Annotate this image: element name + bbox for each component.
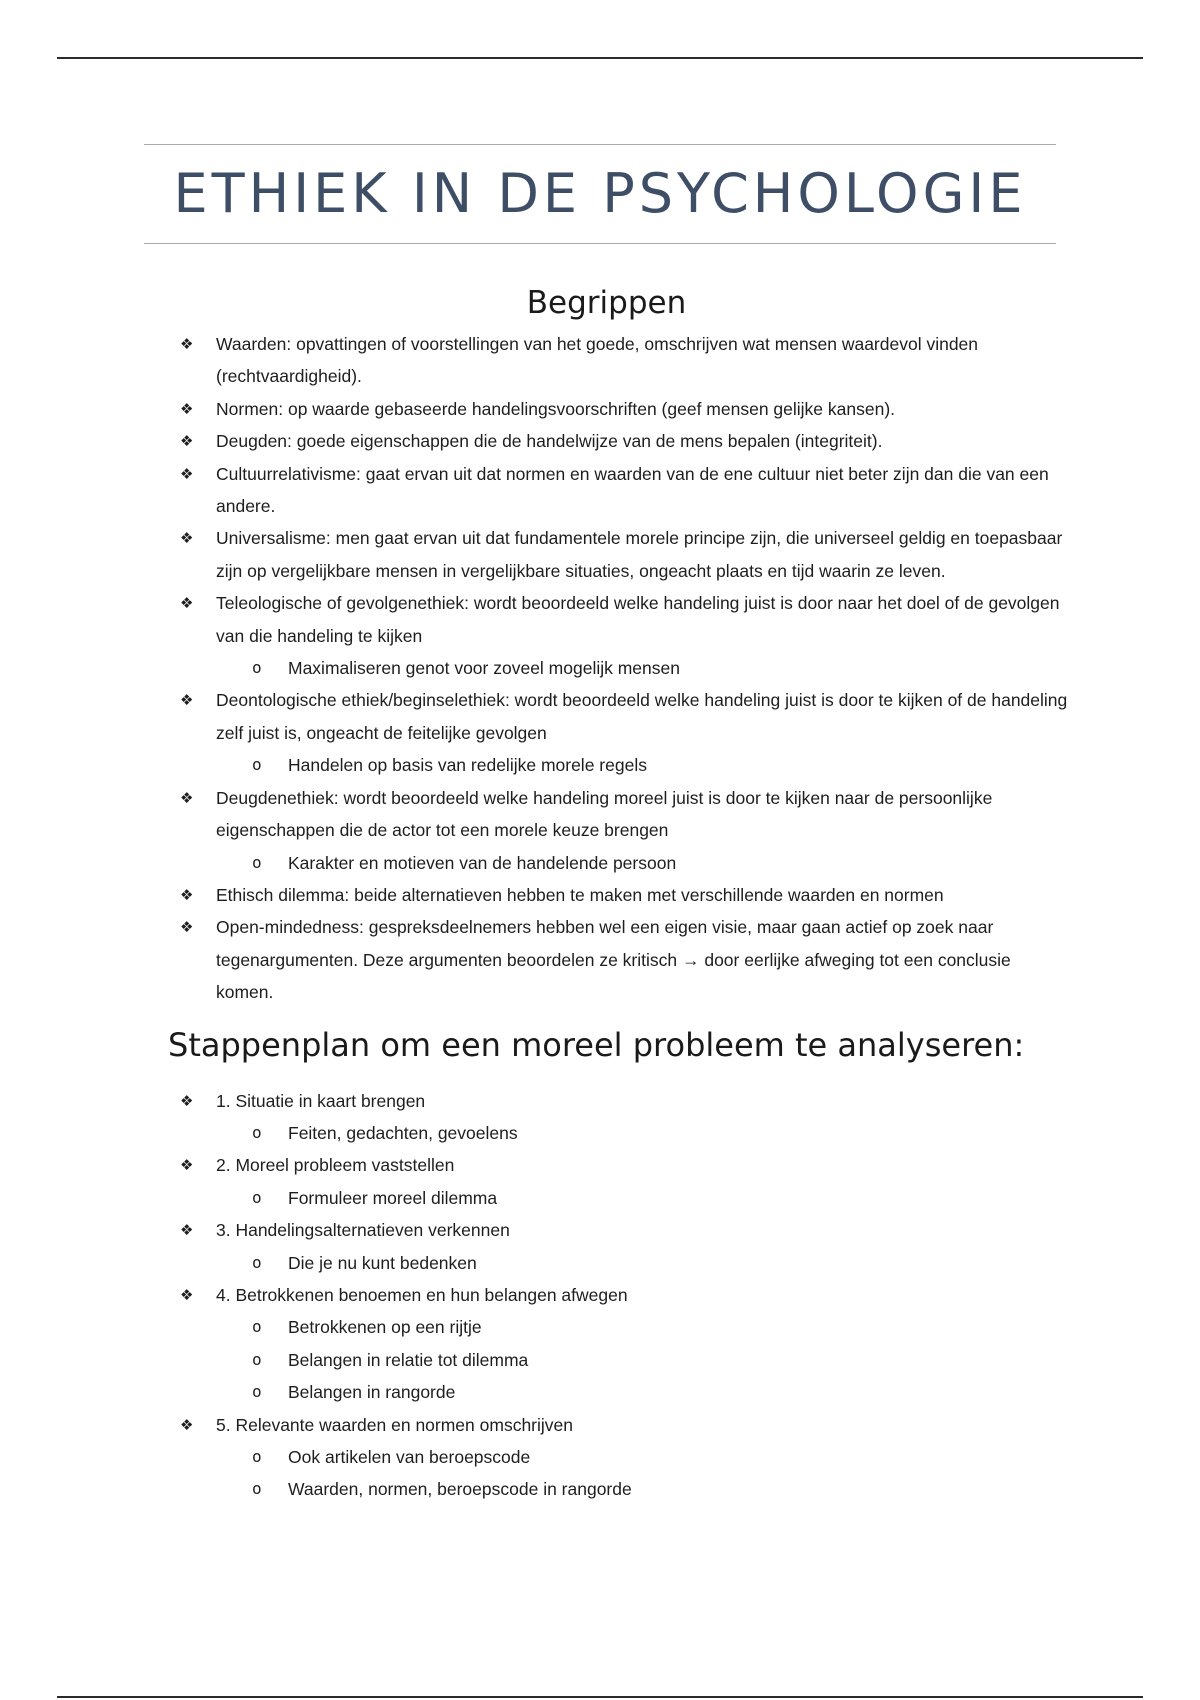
bullet-diamond-icon: ❖	[180, 885, 194, 904]
bullet-circle-icon: o	[252, 1447, 262, 1466]
bullet-diamond-icon: ❖	[180, 918, 194, 937]
sub-list-item-text: Maximaliseren genot voor zoveel mogelijk mensen	[288, 658, 680, 679]
sub-list-wrapper	[144, 1182, 1069, 1214]
list-item-text: Universalisme: men gaat ervan uit dat fundamentele morele principe zijn, die universeel geldig en toepasbaar zijn op vergelijkbare mensen in vergelijkbare situaties, ongeacht plaats en tijd waarin ze leven.	[216, 528, 1063, 581]
bullet-diamond-icon: ❖	[180, 1156, 194, 1175]
sub-list-item-text: Karakter en motieven van de handelende persoon	[288, 852, 677, 873]
sub-list-wrapper	[144, 1311, 1069, 1408]
bullet-circle-icon: o	[252, 1317, 262, 1337]
sub-list-item-text: Formuleer moreel dilemma	[288, 1187, 498, 1208]
list-item	[144, 1214, 1069, 1246]
list-item	[144, 425, 1069, 457]
list-item	[144, 684, 1069, 749]
bullet-circle-icon: o	[252, 1122, 262, 1142]
title-block	[144, 144, 1056, 244]
document-body	[144, 280, 1069, 1506]
sub-list-wrapper	[144, 1247, 1069, 1279]
sub-list-item-text: Belangen in relatie tot dilemma	[288, 1349, 529, 1370]
bullet-circle-icon: o	[252, 1382, 262, 1402]
list-item	[144, 1409, 1069, 1441]
sub-list-item-text: Feiten, gedachten, gevoelens	[288, 1122, 518, 1143]
begrippen-list	[144, 328, 1069, 1009]
sub-list-item	[144, 652, 1069, 684]
bullet-circle-icon: o	[252, 1349, 262, 1369]
bullet-circle-icon: o	[252, 658, 262, 678]
sub-list	[216, 1117, 1069, 1149]
list-item	[144, 782, 1069, 847]
bullet-diamond-icon: ❖	[180, 1221, 194, 1240]
section-heading-begrippen: Begrippen	[526, 285, 687, 321]
list-item	[144, 1085, 1069, 1117]
sub-list-item	[144, 1117, 1069, 1149]
sub-list	[216, 847, 1069, 879]
list-item-text: Cultuurrelativisme: gaat ervan uit dat normen en waarden van de ene cultuur niet beter zijn dan die van een andere.	[216, 463, 1049, 517]
bullet-diamond-icon: ❖	[180, 1091, 194, 1110]
bullet-diamond-icon: ❖	[180, 399, 194, 418]
list-item-text: Ethisch dilemma: beide alternatieven hebben te maken met verschillende waarden en normen	[216, 884, 944, 905]
list-item-text: Teleologische of gevolgenethiek: wordt beoordeeld welke handeling juist is door naar het doel of de gevolgen van die handeling te kijken	[216, 593, 1060, 646]
sub-list	[216, 1311, 1069, 1408]
bullet-diamond-icon: ❖	[180, 691, 194, 710]
sub-list-item-text: Belangen in rangorde	[288, 1382, 456, 1403]
sub-list-item	[144, 1473, 1069, 1505]
stappenplan-list	[144, 1085, 1069, 1506]
sub-list-item-text: Ook artikelen van beroepscode	[288, 1447, 531, 1467]
sub-list-wrapper	[144, 1117, 1069, 1149]
document-title: ETHIEK IN DE PSYCHOLOGIE	[173, 162, 1027, 225]
sub-list-item	[144, 847, 1069, 879]
list-item-text: 2. Moreel probleem vaststellen	[216, 1155, 455, 1176]
sub-list-item	[144, 1376, 1069, 1408]
sub-list-item-text: Waarden, normen, beroepscode in rangorde	[288, 1479, 632, 1500]
bullet-circle-icon: o	[252, 755, 262, 775]
list-item	[144, 1279, 1069, 1311]
section-heading-stappenplan: Stappenplan om een moreel probleem te analyseren:	[168, 1025, 1025, 1064]
bullet-diamond-icon: ❖	[180, 529, 194, 548]
list-item-text: Deontologische ethiek/beginselethiek: wordt beoordeeld welke handeling juist is door te kijken of de handeling zelf juist is, ongeacht de feitelijke gevolgen	[216, 690, 1068, 743]
sub-list-item-text: Betrokkenen op een rijtje	[288, 1317, 482, 1338]
sub-list-item-text: Die je nu kunt bedenken	[288, 1252, 477, 1273]
list-item	[144, 328, 1069, 393]
bullet-diamond-icon: ❖	[180, 464, 194, 483]
sub-list-item-text: Handelen op basis van redelijke morele regels	[288, 755, 647, 776]
sub-list-wrapper	[144, 847, 1069, 879]
bullet-circle-icon: o	[252, 1479, 262, 1499]
sub-list	[216, 1182, 1069, 1214]
list-item	[144, 522, 1069, 587]
sub-list-item	[144, 1182, 1069, 1214]
sub-list	[216, 1247, 1069, 1279]
sub-list-wrapper	[144, 652, 1069, 684]
bullet-diamond-icon: ❖	[180, 788, 194, 807]
bullet-circle-icon: o	[252, 852, 262, 872]
list-item	[144, 393, 1069, 425]
bullet-diamond-icon: ❖	[180, 594, 194, 613]
list-item	[144, 911, 1069, 1008]
list-item-text: 4. Betrokkenen benoemen en hun belangen afwegen	[216, 1284, 628, 1305]
bullet-diamond-icon: ❖	[180, 335, 194, 353]
list-item	[144, 1149, 1069, 1181]
list-item-text: Deugdenethiek: wordt beoordeeld welke handeling moreel juist is door te kijken naar de persoonlijke eigenschappen die de actor tot een morele keuze brengen	[216, 787, 993, 841]
sub-list-item	[144, 1247, 1069, 1279]
sub-list-wrapper	[144, 1441, 1069, 1506]
sub-list-item	[144, 749, 1069, 781]
list-item-text: 5. Relevante waarden en normen omschrijven	[216, 1414, 573, 1435]
list-item-text: 1. Situatie in kaart brengen	[216, 1090, 426, 1111]
list-item-text: Open-mindedness: gespreksdeelnemers hebben wel een eigen visie, maar gaan actief op zoek naar tegenargumenten. Deze argumenten beoordelen ze kritisch → door eerlijke afweging tot een conclusie komen.	[216, 917, 1011, 1003]
bullet-diamond-icon: ❖	[180, 1415, 194, 1434]
page-bottom-rule	[57, 1696, 1143, 1698]
sub-list-item	[144, 1311, 1069, 1343]
sub-list	[216, 749, 1069, 781]
list-item-text: Waarden: opvattingen of voorstellingen van het goede, omschrijven wat mensen waardevol vinden (rechtvaardigheid).	[216, 334, 979, 387]
list-item	[144, 587, 1069, 652]
list-item	[144, 458, 1069, 523]
bullet-diamond-icon: ❖	[180, 432, 194, 451]
list-item-text: 3. Handelingsalternatieven verkennen	[216, 1220, 510, 1241]
bullet-circle-icon: o	[252, 1252, 262, 1272]
sub-list-item	[144, 1441, 1069, 1473]
sub-list	[216, 652, 1069, 684]
sub-list-item	[144, 1344, 1069, 1376]
page-top-rule	[57, 57, 1143, 59]
sub-list	[216, 1441, 1069, 1506]
bullet-diamond-icon: ❖	[180, 1285, 194, 1304]
sub-list-wrapper	[144, 749, 1069, 781]
list-item-text: Deugden: goede eigenschappen die de handelwijze van de mens bepalen (integriteit).	[216, 431, 883, 452]
bullet-circle-icon: o	[252, 1187, 262, 1207]
title-bottom-rule	[144, 243, 1056, 244]
list-item	[144, 879, 1069, 911]
list-item-text: Normen: op waarde gebaseerde handelingsvoorschriften (geef mensen gelijke kansen).	[216, 398, 896, 419]
